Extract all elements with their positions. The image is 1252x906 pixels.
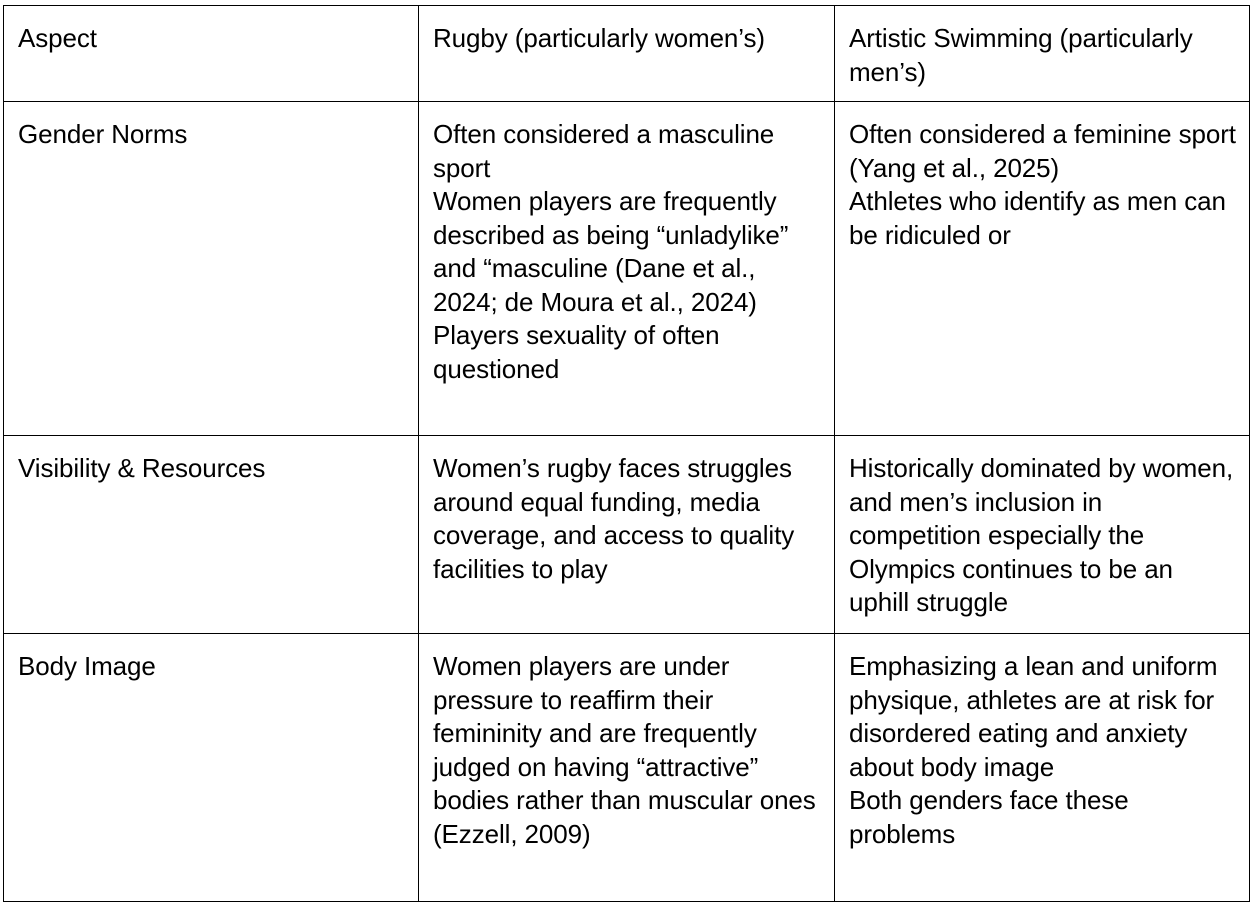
swimming-line: Often considered a feminine sport (Yang et al., 2025) (849, 119, 1244, 183)
swimming-cell (835, 436, 1250, 634)
aspect-cell (4, 102, 419, 436)
header-cell-swimming (835, 6, 1250, 102)
header-rugby-text: Rugby (particularly women’s) (433, 23, 765, 53)
aspect-cell (4, 436, 419, 634)
aspect-text: Body Image (18, 651, 156, 681)
rugby-cell (419, 436, 835, 634)
comparison-table (3, 5, 1250, 902)
aspect-cell (4, 634, 419, 902)
aspect-text: Gender Norms (18, 119, 188, 149)
rugby-line: Women’s rugby faces struggles around equal funding, media coverage, and access to quality facilities to play (433, 453, 802, 584)
rugby-line: Women players are frequently described as being “unladylike” and “masculine (Dane et al., 2024; de Moura et al., 2024) (433, 186, 796, 317)
header-aspect-text: Aspect (18, 23, 97, 53)
rugby-cell (419, 634, 835, 902)
header-swimming-text: Artistic Swimming (particularly men’s) (849, 23, 1193, 87)
swimming-line: Emphasizing a lean and uniform physique, athletes are at risk for disordered eating and anxiety about body image (849, 651, 1225, 782)
swimming-line: Historically dominated by women, and men’s inclusion in competition especially the Olympics continues to be an uphill struggle (849, 453, 1241, 617)
swimming-cell (835, 102, 1250, 436)
header-cell-aspect (4, 6, 419, 102)
rugby-cell (419, 102, 835, 436)
rugby-line: Players sexuality of often questioned (433, 320, 727, 384)
table-row (4, 436, 1250, 634)
swimming-line: Both genders face these problems (849, 785, 1136, 849)
rugby-line: Women players are under pressure to reaffirm their femininity and are frequently judged on having “attractive” bodies rather than muscular ones (Ezzell, 2009) (433, 651, 823, 849)
table-row (4, 102, 1250, 436)
header-cell-rugby (419, 6, 835, 102)
swimming-line: Athletes who identify as men can be ridiculed or (849, 186, 1234, 250)
table-row (4, 634, 1250, 902)
aspect-text: Visibility & Resources (18, 453, 266, 483)
swimming-cell (835, 634, 1250, 902)
table-header-row (4, 6, 1250, 102)
rugby-line: Often considered a masculine sport (433, 119, 782, 183)
